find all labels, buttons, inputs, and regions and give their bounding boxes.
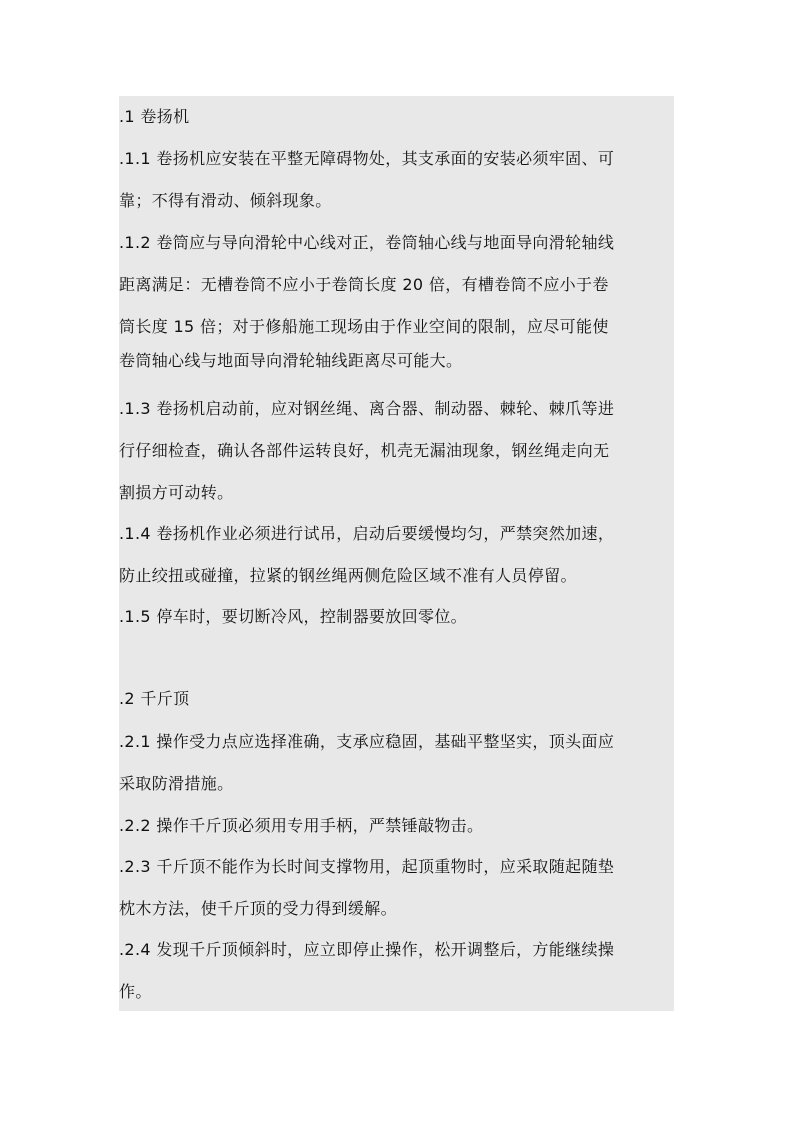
paragraph-1-3-line-3: 割损方可动转。 (119, 483, 234, 502)
paragraph-2-3-line-2: 枕木方法，使千斤顶的受力得到缓解。 (119, 899, 397, 918)
paragraph-1-2-line-1: .1.2 卷筒应与导向滑轮中心线对正，卷筒轴心线与地面导向滑轮轴线 (119, 233, 615, 252)
paragraph-1-2-line-2: 距离满足：无槽卷筒不应小于卷筒长度 20 倍，有槽卷筒不应小于卷 (119, 275, 609, 294)
paragraph-2-2-line-1: .2.2 操作千斤顶必须用专用手柄，严禁锤敲物击。 (119, 816, 484, 835)
paragraph-1-2-line-4: 卷筒轴心线与地面导向滑轮轴线距离尽可能大。 (119, 351, 463, 370)
paragraph-2-1-line-2: 采取防滑措施。 (119, 774, 234, 793)
paragraph-1-2-line-3: 筒长度 15 倍；对于修船施工现场由于作业空间的限制，应尽可能使 (119, 317, 609, 336)
paragraph-2-4-line-1: .2.4 发现千斤顶倾斜时，应立即停止操作，松开调整后，方能继续操 (119, 940, 615, 959)
paragraph-1-5-line-1: .1.5 停车时，要切断冷风，控制器要放回零位。 (119, 607, 468, 626)
paragraph-1-4-line-2: 防止绞扭或碰撞，拉紧的钢丝绳两侧危险区域不准有人员停留。 (119, 566, 577, 585)
section-heading-jack: .2 千斤顶 (119, 689, 190, 708)
paragraph-2-3-line-1: .2.3 千斤顶不能作为长时间支撑物用，起顶重物时，应采取随起随垫 (119, 857, 615, 876)
paragraph-2-1-line-1: .2.1 操作受力点应选择准确，支承应稳固，基础平整坚实，顶头面应 (119, 732, 615, 751)
paragraph-2-4-line-2: 作。 (119, 982, 152, 1001)
paragraph-1-1-line-1: .1.1 卷扬机应安装在平整无障碍物处，其支承面的安装必须牢固、可 (119, 149, 615, 168)
paragraph-1-3-line-2: 行仔细检查，确认各部件运转良好，机壳无漏油现象，钢丝绳走向无 (119, 441, 610, 460)
paragraph-1-3-line-1: .1.3 卷扬机启动前，应对钢丝绳、离合器、制动器、棘轮、棘爪等进 (119, 399, 615, 418)
section-heading-winch: .1 卷扬机 (119, 107, 190, 126)
paragraph-1-4-line-1: .1.4 卷扬机作业必须进行试吊，启动后要缓慢均匀，严禁突然加速， (119, 524, 615, 543)
paragraph-1-1-line-2: 靠；不得有滑动、倾斜现象。 (119, 191, 332, 210)
